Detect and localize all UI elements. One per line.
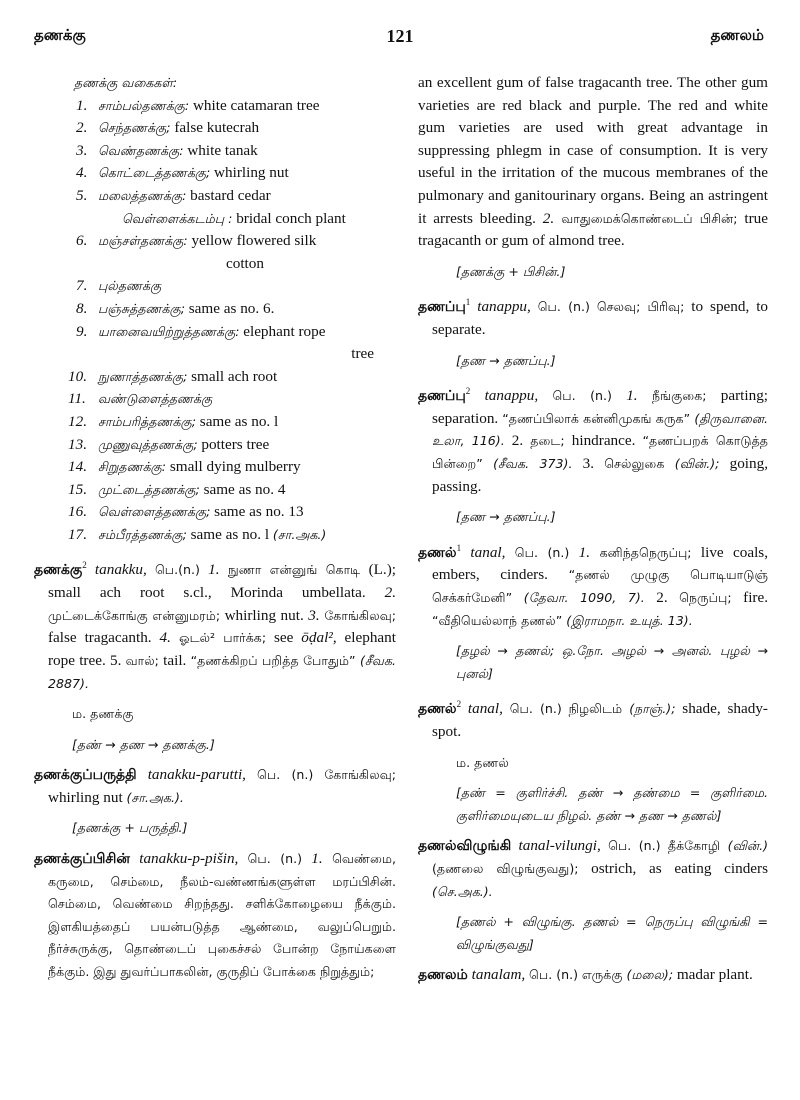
item-number: 11.: [68, 390, 86, 408]
english-text: see: [266, 629, 302, 647]
tamil-name: சம்பீரத்தணக்கு;: [98, 526, 187, 542]
citation: (திருவானை. உலா, 116).: [432, 410, 769, 449]
entry-body: [418, 537, 768, 632]
english-text: parting; separation.: [432, 387, 769, 427]
part-of-speech: பெ. (n.): [537, 299, 590, 315]
transliteration: tanakku-p-pišin,: [139, 850, 239, 868]
tamil-name: வண்டுளைத்தணக்கு: [98, 391, 213, 407]
english-name: same as no. 6.: [188, 299, 275, 317]
dictionary-entry: [418, 693, 768, 827]
dictionary-entry: [418, 964, 768, 987]
tamil-text: கோங்கிலவு;: [324, 767, 397, 783]
etymology: [தண் → தண → தணக்கு.]: [72, 736, 215, 752]
variety-item: [34, 140, 396, 163]
italic-text: 2.: [542, 209, 555, 227]
english-name: yellow flowered silk: [191, 232, 317, 250]
etymology: [தழல் → தணல்; ஒ.நோ. அழல் → அனல். புழல் → புனல்]: [456, 643, 768, 681]
etymology: [தண் = குளிர்ச்சி. தண் → தண்மை = குளிர்மை. குளிர்மையுடைய நிழல். தண் → தண → தணல்]: [456, 785, 768, 823]
headword: தணக்கு: [34, 562, 83, 579]
item-number: 16.: [68, 503, 87, 521]
english-text: 2.: [504, 432, 531, 450]
english-text: whirling nut.: [220, 606, 309, 624]
english-text: live coals, embers, cinders.: [432, 543, 769, 584]
tamil-text: “தணப்பிலாக் கன்னிமுகங் கருக”: [502, 410, 691, 426]
part-of-speech: பெ. (n.): [247, 851, 303, 867]
english-text: to spend, to separate.: [432, 298, 769, 338]
etymology: [தணக்கு + பருத்தி.]: [72, 820, 188, 836]
tamil-text: செலவு; பிரிவு;: [596, 299, 685, 315]
italic-text: ōḍal²: [301, 629, 333, 647]
running-head-left: தணக்கு: [34, 26, 86, 44]
etymology: [தண → தணப்பு.]: [456, 352, 556, 368]
english-name: false kutecrah: [174, 119, 260, 137]
english-name: white tanak: [187, 141, 258, 159]
entry-body: [418, 693, 768, 743]
tamil-name: யானைவயிற்றுத்தணக்கு:: [98, 323, 240, 339]
entry-body: [418, 291, 768, 341]
item-number: 15.: [68, 480, 87, 498]
continued-entry-etymology: [தணக்கு + பிசின்.]: [456, 263, 566, 279]
continued-entry-text: [418, 72, 768, 253]
english-text: madar plant.: [673, 966, 753, 984]
tamil-text: (தணலை விழுங்குவது);: [432, 861, 579, 877]
tamil-name: வெண்தணக்கு:: [98, 142, 184, 158]
tamil-text: நுணா என்னுங் கொடி: [219, 562, 369, 578]
tamil-name: சாம்பல்தணக்கு:: [98, 97, 190, 113]
english-text: 2.: [644, 589, 680, 607]
english-text: whirling nut: [48, 788, 127, 806]
citation: (தேவா. 1090, 7).: [512, 590, 645, 606]
english-text: 3.: [572, 455, 605, 473]
entry-body: [34, 764, 396, 809]
english-text: false tragacanth.: [48, 629, 160, 647]
tamil-text: தடை;: [530, 433, 565, 449]
item-number: 9.: [76, 322, 88, 340]
tamil-name: கொட்டைத்தணக்கு;: [98, 165, 211, 181]
variety-item: [34, 95, 396, 118]
running-head-right: தணலம்: [710, 26, 764, 44]
english-name: elephant rope: [243, 322, 326, 340]
transliteration: tanakku,: [94, 561, 147, 579]
dictionary-entry: [34, 764, 396, 840]
headword: தணலம்: [418, 967, 468, 984]
italic-text: 3.: [308, 606, 320, 624]
english-text: (L.); small ach root s.cl., Morinda umbellata.: [48, 561, 396, 602]
variety-item-continuation: tree: [351, 345, 374, 363]
dictionary-entry: [418, 537, 768, 686]
part-of-speech: பெ. (n.): [257, 767, 314, 783]
english-name: white catamaran tree: [192, 96, 320, 114]
citation: (வின்.);: [664, 456, 720, 472]
tamil-text: செல்லுகை: [604, 456, 665, 472]
dictionary-entry: [418, 835, 768, 956]
english-text: tail.: [158, 651, 191, 669]
english-text: shade, shady-spot.: [432, 700, 768, 741]
variety-item: [34, 411, 396, 434]
variety-item: [34, 501, 396, 524]
headword: தணப்பு: [418, 299, 466, 316]
transliteration: tanalam,: [471, 966, 526, 984]
entry-body: [418, 964, 768, 987]
english-text: an excellent gum of false tragacanth tree. The other gum varieties are red black and purple. The red and white gum varieties are used with great advantage in suppressing phlegm in case of consumption. It is very useful in the irritation of the mucous membranes of the pulmonary and ganitourinary organs. Being an astringent it arrests bleeding.: [418, 74, 768, 227]
citation: (செ.அக.).: [432, 883, 493, 899]
variety-item: [34, 117, 396, 140]
tamil-name: செந்தணக்கு;: [98, 120, 171, 136]
dictionary-entry: [34, 554, 396, 756]
tamil-name: புல்தணக்கு: [98, 278, 162, 294]
entry-body: [418, 835, 768, 903]
item-number: 12.: [68, 412, 87, 430]
italic-text: 4.: [159, 629, 171, 647]
entry-body: [34, 554, 396, 695]
tamil-name: பஞ்சுத்தணக்கு;: [98, 300, 185, 316]
source: (சா.அக.): [272, 526, 327, 542]
transliteration: tanappu,: [477, 298, 531, 316]
entry-body: [418, 380, 768, 498]
dictionary-entry: [418, 291, 768, 372]
right-column: [418, 72, 768, 987]
variety-item: [34, 366, 396, 389]
citation: (சீவக. 2887).: [48, 652, 396, 691]
item-number: 7.: [76, 277, 88, 295]
transliteration: tanappu,: [484, 387, 539, 405]
entry-body: [34, 848, 396, 984]
variety-item-continuation: cotton: [226, 254, 264, 272]
item-number: 14.: [68, 458, 87, 476]
homonym-number: 1: [456, 542, 462, 553]
dictionary-entry: [34, 848, 396, 984]
part-of-speech: பெ. (n.): [552, 388, 612, 404]
tamil-text: தீக்கோழி: [667, 838, 721, 854]
item-number: 8.: [76, 299, 88, 317]
variety-item: [34, 479, 396, 502]
homonym-number: 1: [465, 297, 471, 308]
citation: (சா.அக.).: [126, 789, 184, 805]
part-of-speech: பெ. (n.): [608, 838, 661, 854]
tamil-text: “வீதியெல்லாந் தணல்”: [432, 612, 563, 628]
etymology: [தணல் + விழுங்கு. தணல் = நெருப்பு விழுங்கி = விழுங்குவது]: [456, 914, 768, 952]
item-number: 6.: [76, 232, 88, 250]
tamil-text: நெருப்பு;: [679, 590, 732, 606]
english-text: going, passing.: [432, 455, 768, 495]
tamil-text: “தணப்பறக் கொடுத்த பின்றை”: [432, 433, 769, 472]
variety-item: [34, 456, 396, 479]
left-column: [34, 72, 396, 984]
transliteration: tanal-vilungi,: [518, 837, 601, 855]
english-name: same as no. 4: [203, 480, 286, 498]
tamil-text: முட்டைக்கோங்கு என்னுமரம்;: [48, 607, 221, 623]
variety-item: [34, 321, 396, 344]
part-of-speech: பெ. (n.): [529, 967, 579, 983]
item-number: 2.: [76, 119, 88, 137]
varieties-list-heading: தணக்கு வகைகள்:: [74, 75, 178, 90]
homonym-number: 2: [456, 699, 462, 710]
tamil-text: வெண்மை, கருமை, செம்மை, நீலம்-வண்ணங்களுள்ள மரப்பிசின். செம்மை, வெண்மை சிறந்தது. சளிக்கோழையை நீக்கும். இளகியத்தைப் பயன்படுத்த ஆண்மை, வலுப்பெறும். நீர்ச்சுருக்கு, தொண்டைப் புகைச்சல் போன்ற நோய்களை நீக்கும். இது துவர்ப்பாகலின், குருதிப் போக்கை நிறுத்தும்;: [48, 851, 397, 980]
cognate: ம. தணக்கு: [72, 706, 134, 722]
italic-text: 1.: [626, 387, 638, 405]
part-of-speech: பெ. (n.): [509, 701, 562, 717]
italic-text: 1.: [578, 543, 591, 561]
italic-text: 2.: [384, 584, 396, 602]
variety-item: [34, 185, 396, 208]
tamil-name: மலைத்தணக்கு:: [98, 187, 187, 203]
varieties-list: [34, 95, 396, 547]
tamil-text: ஓடல்² பார்க்க;: [170, 630, 267, 646]
transliteration: tanakku-parutti,: [147, 766, 246, 784]
homonym-number: 2: [465, 386, 471, 397]
variety-item: [34, 434, 396, 457]
english-name: small ach root: [191, 367, 278, 385]
variety-item: [34, 275, 396, 298]
citation: (வின்.): [720, 838, 769, 854]
tamil-name: வெள்ளைத்தணக்கு;: [98, 504, 211, 520]
item-number: 5.: [76, 186, 88, 204]
page-number: 121: [386, 26, 414, 46]
item-number: 10.: [68, 367, 87, 385]
english-text: fire.: [731, 589, 769, 607]
left-entries: [34, 554, 396, 983]
item-number: 17.: [68, 525, 87, 543]
variety-item: [34, 230, 396, 253]
headword: தணல்விழுங்கி: [418, 838, 512, 855]
headword: தணக்குப்பிசின்: [34, 851, 130, 868]
italic-text: 1.: [311, 850, 323, 868]
tamil-name: நுணாத்தணக்கு;: [98, 368, 188, 384]
italic-text: 1.: [208, 561, 220, 579]
english-name: bridal conch plant: [236, 209, 346, 227]
headword: தணக்குப்பருத்தி: [34, 767, 137, 784]
tamil-name: முட்டைத்தணக்கு;: [98, 481, 200, 497]
tamil-name: வெள்ளைக்கடம்பு :: [122, 210, 233, 226]
english-text: ostrich, as eating cinders: [578, 860, 769, 878]
tamil-name: சிறுதணக்கு:: [98, 459, 167, 475]
citation: (சீவக. 373).: [482, 456, 573, 472]
citation: (மலை);: [622, 967, 674, 983]
tamil-text: கோங்கிலவு;: [319, 607, 396, 623]
tamil-text: நிழலிடம்: [568, 701, 623, 717]
english-text: true tragacanth or gum of almond tree.: [418, 209, 768, 250]
variety-item: [34, 162, 396, 185]
variety-item: [34, 388, 396, 411]
english-name: whirling nut: [214, 164, 289, 182]
dictionary-entry: [418, 380, 768, 529]
citation: (இராமநா. உயுத். 13).: [562, 612, 693, 628]
english-name: bastard cedar: [190, 186, 271, 204]
tamil-text: “தணல் முழுகு பொடியாடுஞ் செக்கர்மேனி”: [432, 567, 768, 606]
english-name: same as no. l: [190, 525, 270, 543]
tamil-text: வாதுமைக்கொண்டைப் பிசின்;: [554, 210, 738, 226]
cognate: ம. தணல்: [456, 754, 509, 770]
headword: தணப்பு: [418, 388, 466, 405]
tamil-name: சாம்பரித்தணக்கு;: [98, 413, 196, 429]
tamil-name: முணுவுத்தணக்கு;: [98, 436, 198, 452]
transliteration: tanal,: [470, 543, 506, 561]
variety-item: [34, 298, 396, 321]
citation: (நாஞ்.);: [622, 701, 676, 717]
english-name: small dying mulberry: [169, 458, 301, 476]
tamil-text: எருக்கு: [581, 967, 623, 983]
item-number: 1.: [76, 96, 88, 114]
part-of-speech: பெ.(n.): [154, 562, 200, 578]
english-name: same as no. l: [199, 412, 279, 430]
headword: தணல்: [418, 544, 457, 561]
english-text: , elephant rope tree. 5.: [48, 629, 396, 669]
item-number: 4.: [76, 164, 88, 182]
variety-item: [34, 524, 396, 547]
transliteration: tanal,: [467, 700, 503, 718]
tamil-text: வால்;: [125, 652, 159, 668]
tamil-text: கனிந்தநெருப்பு;: [590, 544, 692, 560]
variety-item: [34, 208, 396, 231]
tamil-text: நீங்குகை;: [637, 388, 707, 404]
tamil-text: “தணக்கிறப் பறித்த போதும்”: [190, 652, 356, 668]
tamil-name: மஞ்சள்தணக்கு:: [98, 233, 188, 249]
english-name: same as no. 13: [214, 503, 304, 521]
item-number: 13.: [68, 435, 87, 453]
etymology: [தண → தணப்பு.]: [456, 509, 556, 525]
item-number: 3.: [76, 141, 88, 159]
english-text: hindrance.: [564, 432, 643, 450]
headword: தணல்: [418, 701, 457, 718]
part-of-speech: பெ. (n.): [514, 544, 570, 560]
right-entries: [418, 291, 768, 987]
english-name: potters tree: [201, 435, 270, 453]
homonym-number: 2: [82, 560, 87, 571]
